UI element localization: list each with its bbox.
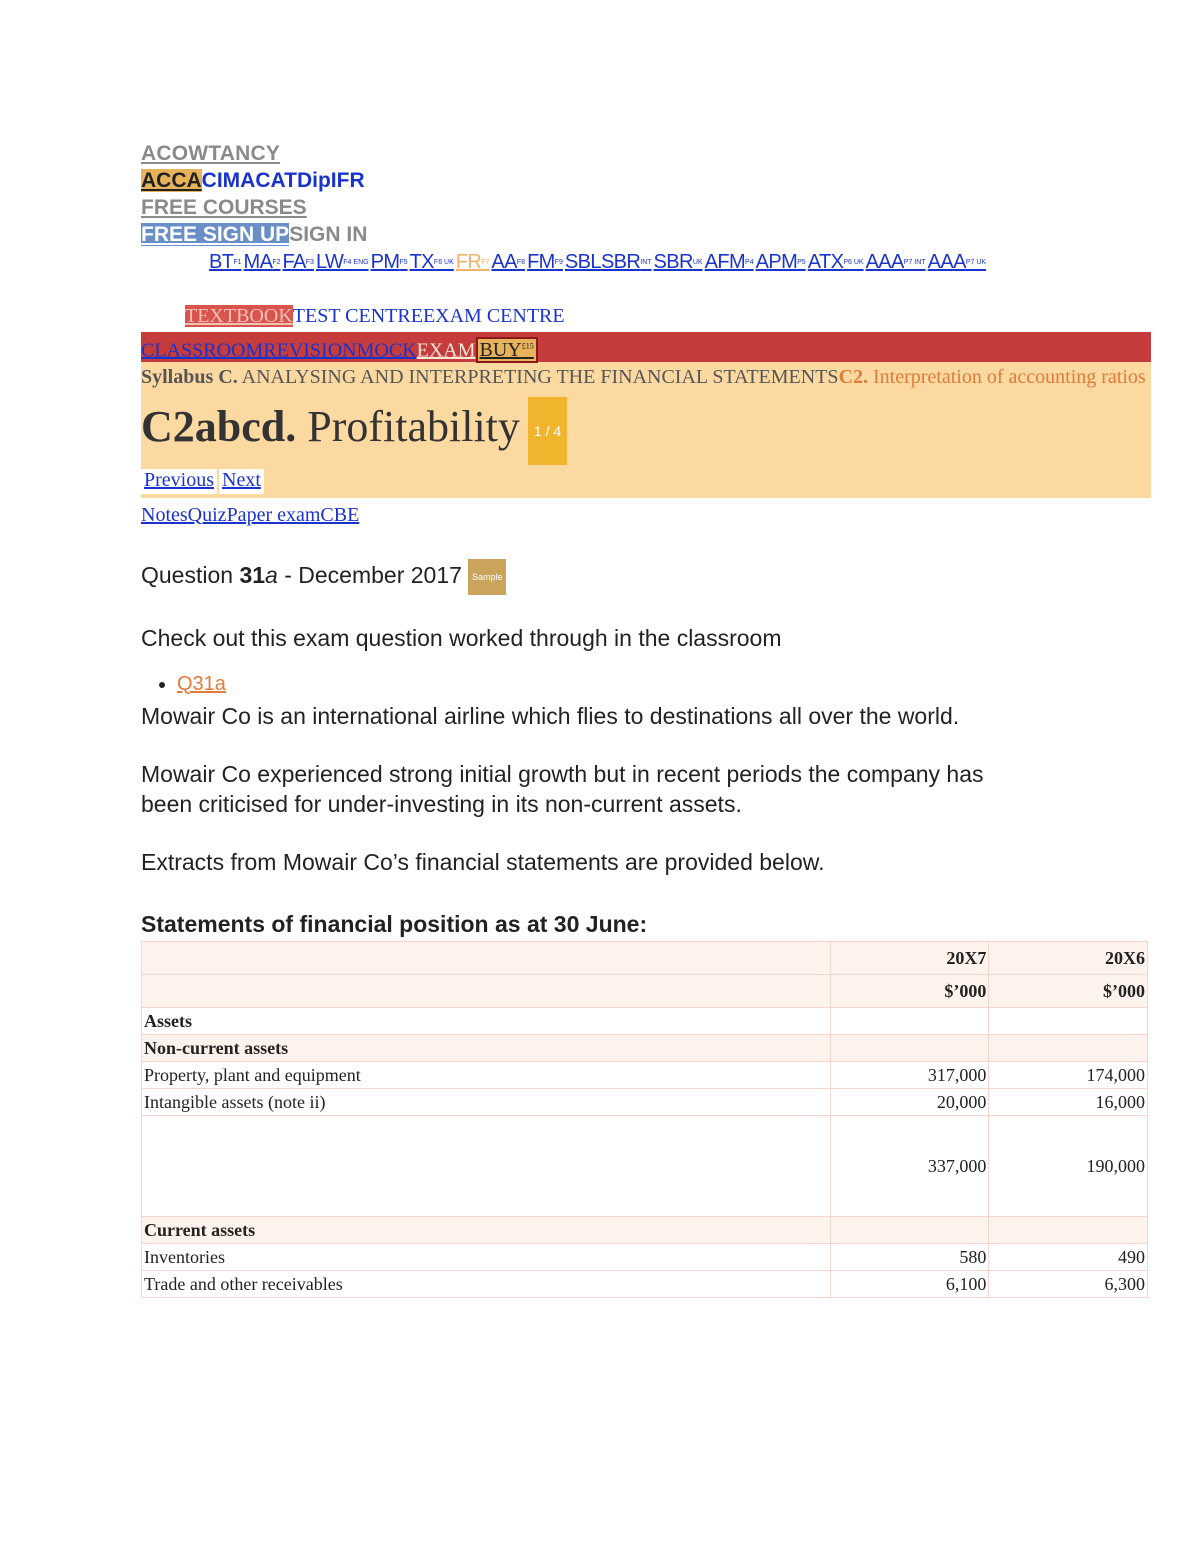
paper-link-atx[interactable]: ATXP6 UK xyxy=(807,251,864,273)
row-value: 317,000 xyxy=(830,1061,989,1088)
paper-link-aaa-int[interactable]: AAAP7 INT xyxy=(865,251,926,273)
pager xyxy=(141,469,1151,494)
row-value: 174,000 xyxy=(989,1061,1148,1088)
paper-link-lw[interactable]: LWF4 ENG xyxy=(315,251,369,273)
year-header: 20X7 xyxy=(830,941,989,974)
subnav-quiz[interactable]: Quiz xyxy=(187,503,227,526)
section-crumb[interactable]: C2. Interpretation of accounting ratios xyxy=(838,365,1146,388)
video-list xyxy=(141,671,1151,697)
tab-exam-centre[interactable]: EXAM CENTRE xyxy=(422,304,565,327)
tab-revision[interactable]: REVISION xyxy=(263,339,357,362)
breadcrumb xyxy=(141,364,1151,391)
tab-exam[interactable]: EXAM xyxy=(416,339,476,362)
row-label: Assets xyxy=(142,1007,831,1034)
row-value: 6,300 xyxy=(989,1270,1148,1297)
row-label: Property, plant and equipment xyxy=(142,1061,831,1088)
brand-logo[interactable]: ACOWTANCY xyxy=(141,142,281,165)
tab-classroom[interactable]: CLASSROOM xyxy=(141,339,264,362)
paper-link-afm[interactable]: AFMP4 xyxy=(704,251,754,273)
paper-link-ma[interactable]: MAF2 xyxy=(243,251,281,273)
table-row xyxy=(142,974,1148,1007)
tab-textbook[interactable]: TEXTBOOK xyxy=(185,304,293,327)
page-title: C2abcd. Profitability 1 / 4 xyxy=(141,397,1151,465)
table-row xyxy=(142,1216,1148,1243)
section-tabs xyxy=(141,303,1151,330)
paper-link-pm[interactable]: PMF5 xyxy=(370,251,408,273)
row-label: Current assets xyxy=(142,1216,831,1243)
row-label: Inventories xyxy=(142,1243,831,1270)
row-value: 580 xyxy=(830,1243,989,1270)
table-row xyxy=(142,1115,1148,1216)
statement-title: Statements of financial position as at 30 June: xyxy=(141,910,648,937)
previous-link[interactable]: Previous xyxy=(144,468,214,491)
table-row xyxy=(142,1034,1148,1061)
mode-bar xyxy=(141,332,1151,362)
financial-position-table xyxy=(141,941,1148,1298)
paper-link-sbr-uk[interactable]: SBRUK xyxy=(653,251,703,273)
paper-link-aaa-uk[interactable]: AAAP7 UK xyxy=(927,251,987,273)
page-progress-badge: 1 / 4 xyxy=(528,397,567,465)
classroom-prompt: Check out this exam question worked through in the classroom xyxy=(141,624,782,651)
row-value: 16,000 xyxy=(989,1088,1148,1115)
free-signup-button[interactable]: FREE SIGN UP xyxy=(141,223,290,246)
subnav-cbe[interactable]: CBE xyxy=(320,503,360,526)
tab-mock[interactable]: MOCK xyxy=(356,339,417,362)
row-label: Non-current assets xyxy=(142,1034,831,1061)
paper-link-apm[interactable]: APMP5 xyxy=(755,251,806,273)
page xyxy=(141,140,1151,1298)
question-paragraph: Extracts from Mowair Co’s financial statements are provided below. xyxy=(141,848,825,875)
sample-badge: Sample xyxy=(468,559,507,595)
free-courses-link[interactable]: FREE COURSES xyxy=(141,196,307,219)
paper-nav xyxy=(141,248,1109,277)
certification-nav xyxy=(141,167,1151,194)
paper-link-bt[interactable]: BTF1 xyxy=(209,251,242,273)
cert-cat[interactable]: CAT xyxy=(255,169,297,192)
paper-link-sbr-int[interactable]: SBRINT xyxy=(600,251,652,273)
subnav-notes[interactable]: Notes xyxy=(141,503,188,526)
row-total: 190,000 xyxy=(989,1115,1148,1216)
table-row xyxy=(142,1007,1148,1034)
buy-button[interactable]: $BUY^{£15}$ xyxy=(476,337,538,363)
account-links xyxy=(141,221,1151,248)
row-value: 6,100 xyxy=(830,1270,989,1297)
content-subnav xyxy=(141,502,1151,529)
row-total: 337,000 xyxy=(830,1115,989,1216)
question-title: Question 31a - December 2017 Sample xyxy=(141,559,1151,595)
unit-header: $’000 xyxy=(989,974,1148,1007)
table-row xyxy=(142,1243,1148,1270)
row-value: 20,000 xyxy=(830,1088,989,1115)
paper-link-fa[interactable]: FAF3 xyxy=(282,251,314,273)
table-row xyxy=(142,941,1148,974)
chapter-header xyxy=(141,362,1151,498)
unit-header: $’000 xyxy=(830,974,989,1007)
table-row xyxy=(142,1270,1148,1297)
question-paragraph: Mowair Co experienced strong initial growth but in recent periods the company has been criticised for under-investing in its non-current assets. xyxy=(141,760,984,817)
tab-test-centre[interactable]: TEST CENTRE xyxy=(292,304,423,327)
cert-cima[interactable]: CIMA xyxy=(201,169,256,192)
row-label: Trade and other receivables xyxy=(142,1270,831,1297)
list-item xyxy=(177,671,1151,697)
video-link-q31a[interactable]: Q31a xyxy=(177,672,226,695)
syllabus-name[interactable]: ANALYSING AND INTERPRETING THE FINANCIAL STATEMENTS xyxy=(241,365,839,388)
table-row xyxy=(142,1088,1148,1115)
question-paragraph: Mowair Co is an international airline which flies to destinations all over the world. xyxy=(141,702,960,729)
row-label: Intangible assets (note ii) xyxy=(142,1088,831,1115)
sign-in-link[interactable]: SIGN IN xyxy=(289,223,368,246)
paper-link-fm[interactable]: FMF9 xyxy=(527,251,563,273)
next-link[interactable]: Next xyxy=(222,468,261,491)
paper-link-sbl[interactable]: SBL xyxy=(564,251,601,273)
paper-link-fr[interactable]: FRF7 xyxy=(455,251,490,273)
cert-dipifr[interactable]: DipIFR xyxy=(296,169,365,192)
table-row xyxy=(142,1061,1148,1088)
paper-link-tx[interactable]: TXF6 UK xyxy=(409,251,454,273)
syllabus-code: Syllabus C. xyxy=(141,365,238,388)
subnav-paper-exam[interactable]: Paper exam xyxy=(226,503,321,526)
year-header: 20X6 xyxy=(989,941,1148,974)
row-value: 490 xyxy=(989,1243,1148,1270)
cert-acca[interactable]: ACCA xyxy=(141,169,202,192)
paper-link-aa[interactable]: AAF8 xyxy=(491,251,526,273)
